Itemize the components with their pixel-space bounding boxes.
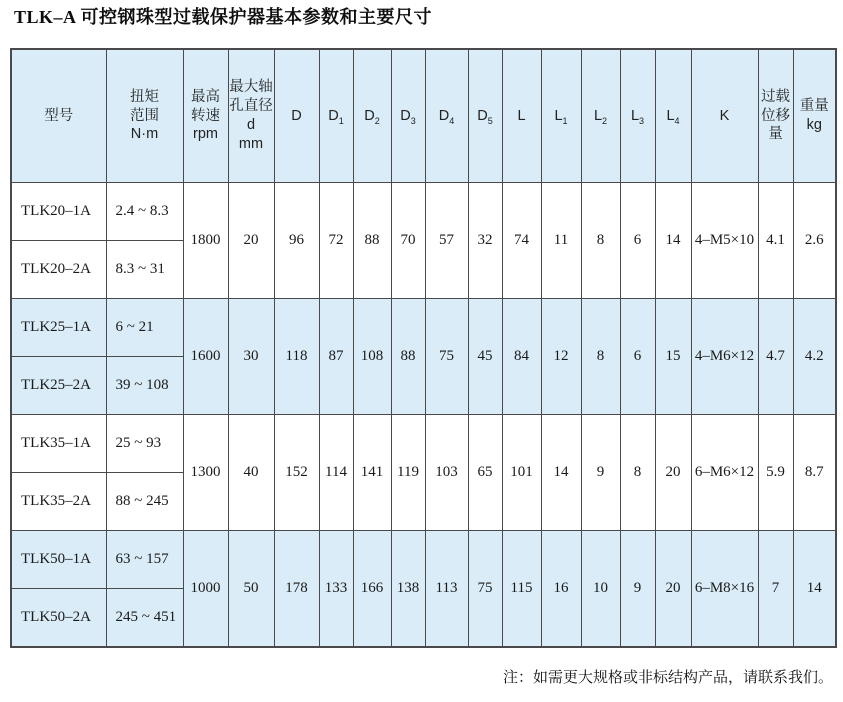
value-cell-overload: 4.7	[758, 299, 793, 415]
col-header-D2: $D_2$	[353, 49, 391, 183]
value-cell-L1: 14	[541, 415, 581, 531]
page-title: TLK–A 可控钢珠型过载保护器基本参数和主要尺寸	[14, 7, 433, 27]
value-cell-L3: 9	[620, 531, 655, 648]
value-cell-L2: 8	[581, 183, 620, 299]
value-cell-speed: 1000	[183, 531, 228, 648]
value-cell-bore: 50	[228, 531, 274, 648]
col-header-overload: 过载 位移 量	[758, 49, 793, 183]
value-cell-speed: 1600	[183, 299, 228, 415]
col-header-bore: 最大轴 孔直径 d mm	[228, 49, 274, 183]
col-header-D3: $D_3$	[391, 49, 425, 183]
model-cell: TLK35–2A	[11, 473, 106, 531]
model-cell: TLK50–1A	[11, 531, 106, 589]
value-cell-overload: 7	[758, 531, 793, 648]
value-cell-D1: 72	[319, 183, 353, 299]
value-cell-bore: 20	[228, 183, 274, 299]
value-cell-L3: 6	[620, 299, 655, 415]
value-cell-weight: 2.6	[793, 183, 836, 299]
value-cell-L1: 11	[541, 183, 581, 299]
value-cell-D5: 75	[468, 531, 502, 648]
value-cell-speed: 1300	[183, 415, 228, 531]
value-cell-D1: 114	[319, 415, 353, 531]
value-cell-D3: 119	[391, 415, 425, 531]
col-header-D1: $D_1$	[319, 49, 353, 183]
value-cell-D2: 166	[353, 531, 391, 648]
model-cell: TLK25–2A	[11, 357, 106, 415]
value-cell-L2: 9	[581, 415, 620, 531]
value-cell-D5: 45	[468, 299, 502, 415]
value-cell-L2: 10	[581, 531, 620, 648]
value-cell-speed: 1800	[183, 183, 228, 299]
value-cell-L4: 20	[655, 531, 691, 648]
spec-table	[10, 48, 837, 648]
torque-cell: 6 ~ 21	[106, 299, 183, 357]
col-header-L1: $L_1$	[541, 49, 581, 183]
value-cell-K: 4–M6×12	[691, 299, 758, 415]
torque-cell: 39 ~ 108	[106, 357, 183, 415]
value-cell-L4: 15	[655, 299, 691, 415]
footer-note: 注：如需更大规格或非标结构产品，请联系我们。	[502, 670, 833, 686]
value-cell-D5: 65	[468, 415, 502, 531]
col-header-D4: $D_4$	[425, 49, 468, 183]
col-header-D: D	[274, 49, 319, 183]
value-cell-D3: 88	[391, 299, 425, 415]
torque-cell: 8.3 ~ 31	[106, 241, 183, 299]
value-cell-L4: 14	[655, 183, 691, 299]
value-cell-L1: 16	[541, 531, 581, 648]
value-cell-D2: 141	[353, 415, 391, 531]
torque-cell: 25 ~ 93	[106, 415, 183, 473]
value-cell-D: 178	[274, 531, 319, 648]
value-cell-bore: 30	[228, 299, 274, 415]
value-cell-D4: 113	[425, 531, 468, 648]
value-cell-D2: 108	[353, 299, 391, 415]
value-cell-L: 84	[502, 299, 541, 415]
value-cell-bore: 40	[228, 415, 274, 531]
value-cell-D4: 75	[425, 299, 468, 415]
model-cell: TLK35–1A	[11, 415, 106, 473]
value-cell-weight: 4.2	[793, 299, 836, 415]
value-cell-D: 152	[274, 415, 319, 531]
value-cell-overload: 5.9	[758, 415, 793, 531]
value-cell-L4: 20	[655, 415, 691, 531]
model-cell: TLK20–1A	[11, 183, 106, 241]
model-cell: TLK25–1A	[11, 299, 106, 357]
col-header-L3: $L_3$	[620, 49, 655, 183]
model-cell: TLK50–2A	[11, 589, 106, 648]
model-cell: TLK20–2A	[11, 241, 106, 299]
value-cell-D3: 70	[391, 183, 425, 299]
value-cell-D: 96	[274, 183, 319, 299]
value-cell-D4: 103	[425, 415, 468, 531]
value-cell-weight: 8.7	[793, 415, 836, 531]
value-cell-overload: 4.1	[758, 183, 793, 299]
value-cell-D3: 138	[391, 531, 425, 648]
value-cell-L2: 8	[581, 299, 620, 415]
value-cell-D1: 133	[319, 531, 353, 648]
value-cell-L3: 6	[620, 183, 655, 299]
value-cell-L3: 8	[620, 415, 655, 531]
value-cell-L: 101	[502, 415, 541, 531]
torque-cell: 245 ~ 451	[106, 589, 183, 648]
col-header-speed: 最高 转速 rpm	[183, 49, 228, 183]
col-header-weight: 重量 kg	[793, 49, 836, 183]
col-header-L4: $L_4$	[655, 49, 691, 183]
value-cell-L1: 12	[541, 299, 581, 415]
value-cell-K: 6–M8×16	[691, 531, 758, 648]
value-cell-L: 115	[502, 531, 541, 648]
torque-cell: 88 ~ 245	[106, 473, 183, 531]
col-header-K: K	[691, 49, 758, 183]
col-header-D5: $D_5$	[468, 49, 502, 183]
torque-cell: 2.4 ~ 8.3	[106, 183, 183, 241]
col-header-L: L	[502, 49, 541, 183]
value-cell-D5: 32	[468, 183, 502, 299]
value-cell-K: 6–M6×12	[691, 415, 758, 531]
value-cell-K: 4–M5×10	[691, 183, 758, 299]
value-cell-D4: 57	[425, 183, 468, 299]
col-header-model: 型号	[11, 49, 106, 183]
value-cell-D2: 88	[353, 183, 391, 299]
col-header-torque: 扭矩 范围 N·m	[106, 49, 183, 183]
col-header-L2: $L_2$	[581, 49, 620, 183]
value-cell-weight: 14	[793, 531, 836, 648]
value-cell-L: 74	[502, 183, 541, 299]
torque-cell: 63 ~ 157	[106, 531, 183, 589]
value-cell-D: 118	[274, 299, 319, 415]
value-cell-D1: 87	[319, 299, 353, 415]
